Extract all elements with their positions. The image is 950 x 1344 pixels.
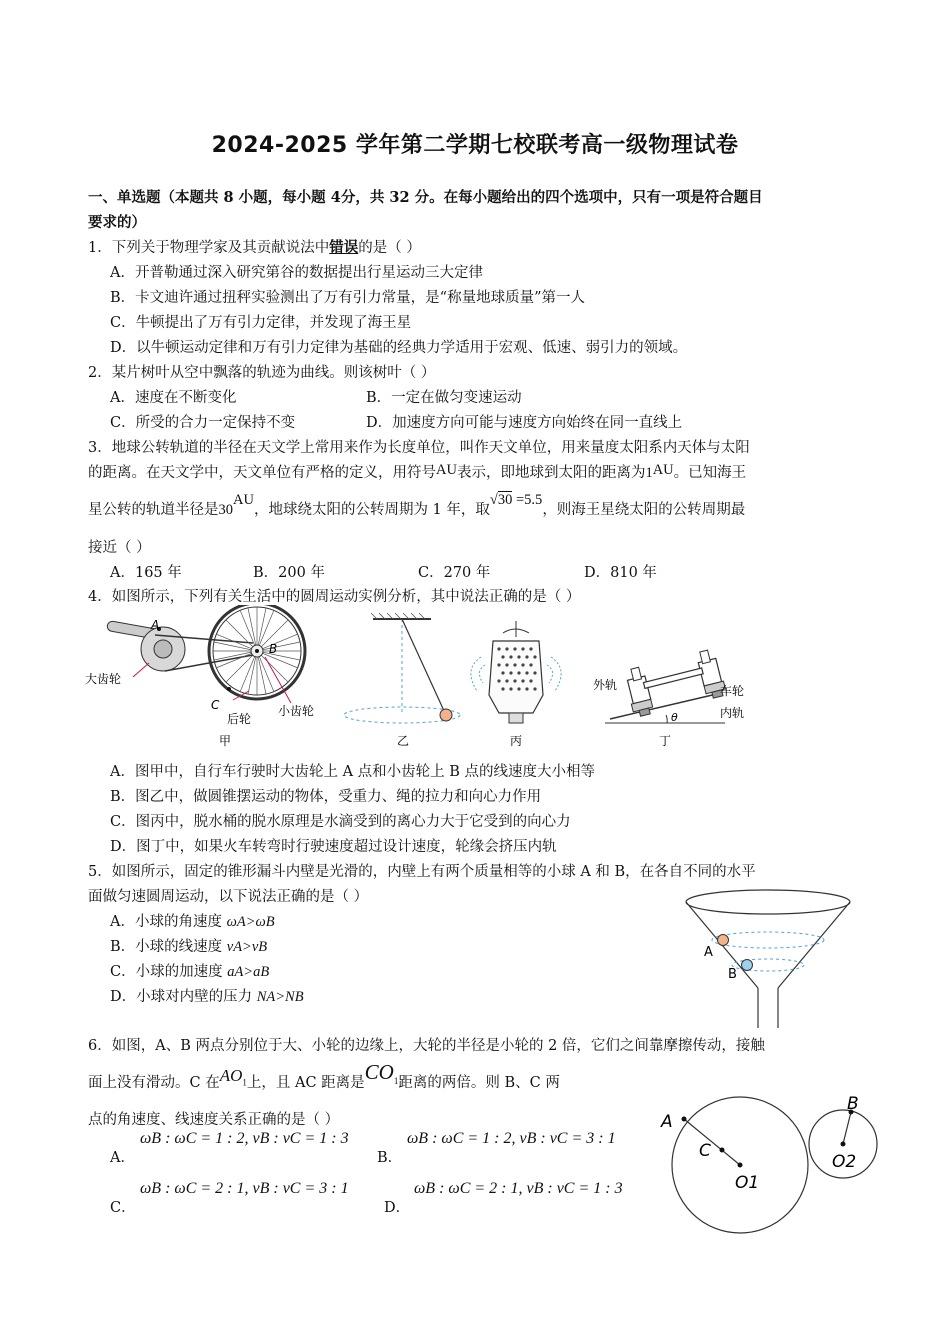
- q3-option-a: A．165 年: [110, 565, 182, 581]
- q3-option-d: D．810 年: [584, 565, 657, 581]
- q2-option-a: A．速度在不断变化: [110, 390, 237, 406]
- rail-slope: [610, 693, 721, 719]
- conical-pendulum-diagram: [344, 613, 460, 748]
- q3-one: 1: [645, 465, 653, 481]
- q5-option-d-text: D．小球对内壁的压力: [110, 989, 257, 1005]
- label-b: B: [847, 1094, 859, 1114]
- section-heading-line1: 一、单选题（本题共 8 小题，每小题 4分，共 32 分。在每小题给出的四个选项中，只有一项是符合题目: [88, 189, 763, 206]
- q1-option-c: C．牛顿提出了万有引力定律，并发现了海王星: [110, 315, 412, 331]
- q3-line2c: 。已知海王: [673, 465, 747, 481]
- q3-line2: [88, 461, 746, 482]
- q5-option-b-expr: vA>vB: [226, 939, 268, 955]
- label-bing: 丙: [510, 734, 523, 748]
- center-o2: [841, 1142, 846, 1147]
- label-yi: 乙: [397, 734, 410, 748]
- q3-line4: 接近（ ）: [88, 540, 151, 556]
- point-a: [682, 1117, 687, 1122]
- q3-line2b: 表示，即地球到太阳的距离为: [456, 465, 646, 481]
- label-big-gear: 大齿轮: [85, 672, 122, 686]
- q5-line2: 面做匀速圆周运动，以下说法正确的是（ ）: [88, 889, 369, 905]
- q5-option-c-expr: aA>aB: [227, 964, 270, 980]
- q5-funnel-figure: [680, 888, 860, 1033]
- spin-dryer-diagram: [471, 621, 561, 748]
- label-wheel: 车轮: [720, 684, 745, 698]
- section-heading-line2: 要求的）: [88, 214, 146, 231]
- q5-option-a-text: A．小球的角速度: [110, 914, 227, 930]
- label-c: C: [699, 1141, 711, 1161]
- q3-sqrt: √30 =5.5: [489, 492, 543, 508]
- q6-ao1-sub: 1: [242, 1077, 247, 1088]
- q5-option-d-expr: NA>NB: [256, 989, 304, 1005]
- q5-option-b-text: B．小球的线速度: [110, 939, 227, 955]
- q3-au-unit: AU: [652, 462, 674, 478]
- q6-option-a-expr: ωB : ωC = 1 : 2, vB : vC = 1 : 3: [140, 1130, 349, 1147]
- q2-option-d: D．加速度方向可能与速度方向始终在同一直线上: [366, 415, 683, 431]
- label-ball-a: A: [704, 945, 713, 960]
- q4-option-c: C．图丙中，脱水桶的脱水原理是水滴受到的离心力大于它受到的向心力: [110, 814, 571, 830]
- q1-stem-b: 的是（ ）: [358, 240, 421, 256]
- label-inner-rail: 内轨: [720, 706, 745, 720]
- q4-option-d: D．图丁中，如果火车转弯时行驶速度超过设计速度，轮缘会挤压内轨: [110, 839, 557, 855]
- q6-co1-sub: 1: [393, 1076, 399, 1087]
- q3-line1: 3．地球公转轨道的半径在天文学上常用来作为长度单位，叫作天文单位，用来量度太阳系内天体与太阳: [88, 440, 750, 456]
- point-c: [720, 1148, 725, 1153]
- dryer-drum: [489, 641, 543, 713]
- q6-line2: [88, 1060, 560, 1094]
- q3-line2a: 的距离。在天文学中，天文单位有严格的定义，用符号: [88, 465, 436, 481]
- q3-option-b: B．200 年: [253, 565, 325, 581]
- q3-thirty: 30: [218, 502, 233, 518]
- label-theta: θ: [671, 711, 678, 724]
- radius-ao1: [684, 1119, 740, 1165]
- q5-option-c-text: C．小球的加速度: [110, 964, 228, 980]
- q1-stem: [88, 236, 421, 257]
- q6-line3: 点的角速度、线速度关系正确的是（ ）: [88, 1112, 340, 1128]
- q1-option-a: A．开普勒通过深入研究第谷的数据提出行星运动三大定律: [110, 265, 483, 281]
- q3-au-symbol: AU: [436, 462, 457, 478]
- q4-stem: 4．如图所示，下列有关生活中的圆周运动实例分析，其中说法正确的是（ ）: [88, 589, 581, 605]
- funnel-rim: [686, 890, 850, 914]
- q1-option-d: D．以牛顿运动定律和万有引力定律为基础的经典力学适用于宏观、低速、弱引力的领域。: [110, 340, 688, 356]
- q2-option-c: C．所受的合力一定保持不变: [110, 415, 296, 431]
- pendulum-string: [402, 619, 445, 713]
- q3-line3: [88, 492, 746, 519]
- q3-line3a: 星公转的轨道半径是: [88, 502, 219, 518]
- q2-stem: 2．某片树叶从空中飘落的轨迹为曲线。则该树叶（ ）: [88, 365, 436, 381]
- q6-line2a: 面上没有滑动。C 在: [88, 1075, 220, 1091]
- q5-option-b: [110, 935, 267, 956]
- label-o1: O1: [735, 1173, 760, 1193]
- q3-au-unit-2: AU: [233, 492, 254, 508]
- q6-option-b-expr: ωB : ωC = 1 : 2, vB : vC = 3 : 1: [407, 1130, 616, 1147]
- q6-line2b: 上，且 AC 距离是: [246, 1075, 365, 1091]
- q1-option-b: B．卡文迪许通过扭秤实验测出了万有引力常量，是“称量地球质量”第一人: [110, 290, 585, 306]
- center-o1: [738, 1163, 743, 1168]
- q6-co1-text: CO: [364, 1060, 394, 1084]
- banked-rail-diagram: [593, 648, 744, 748]
- q5-option-a: [110, 910, 275, 931]
- q1-stem-emphasis: 错误: [329, 239, 359, 256]
- label-o2: O2: [832, 1152, 857, 1172]
- q6-co1: [364, 1060, 399, 1087]
- q6-option-d-label: D．: [384, 1200, 411, 1216]
- q4-option-b: B．图乙中，做圆锥摆运动的物体，受重力、绳的拉力和向心力作用: [110, 789, 542, 805]
- q3-line3b: ，地球绕太阳的公转周期为 1 年，取: [253, 502, 490, 518]
- q3-line3c: ，则海王星绕太阳的公转周期最: [542, 502, 746, 518]
- label-rear-wheel: 后轮: [227, 712, 252, 726]
- q3-sqrt-val: =5.5: [516, 492, 543, 508]
- label-ball-b: B: [728, 967, 737, 982]
- q6-option-c-expr: ωB : ωC = 2 : 1, vB : vC = 3 : 1: [140, 1180, 349, 1197]
- q6-option-c-label: C．: [110, 1200, 136, 1216]
- q5-option-d: [110, 985, 304, 1006]
- label-jia: 甲: [219, 734, 232, 748]
- ball-b: [742, 960, 753, 971]
- q4-option-a: A．图甲中，自行车行驶时大齿轮上 A 点和小齿轮上 B 点的线速度大小相等: [110, 764, 596, 780]
- q6-line2c: 距离的两倍。则 B、C 两: [398, 1075, 560, 1091]
- q6-line1: 6．如图，A、B 两点分别位于大、小轮的边缘上，大轮的半径是小轮的 2 倍，它们之间靠摩擦传动，接触: [88, 1038, 765, 1054]
- q6-ao1-text: AO: [219, 1066, 243, 1085]
- point-c-dot: [227, 687, 231, 691]
- label-a: A: [661, 1112, 673, 1132]
- label-point-c: C: [211, 698, 220, 712]
- page-title: 2024-2025 学年第二学期七校联考高一级物理试卷: [211, 133, 739, 158]
- q5-line1: 5．如图所示，固定的锥形漏斗内壁是光滑的，内壁上有两个质量相等的小球 A 和 B，在各自不同的水平: [88, 864, 756, 880]
- label-point-b: B: [269, 642, 278, 656]
- q6-ao1: [219, 1066, 247, 1088]
- label-small-gear: 小齿轮: [278, 704, 315, 718]
- label-outer-rail: 外轨: [593, 678, 618, 692]
- bicycle-diagram: [85, 605, 314, 748]
- q3-option-c: C．270 年: [418, 565, 491, 581]
- q6-option-a-label: A．: [110, 1150, 135, 1166]
- ball-a: [718, 935, 729, 946]
- q6-wheels-figure: [655, 1090, 895, 1240]
- label-point-a: A: [151, 618, 160, 632]
- q1-stem-a: 1．下列关于物理学家及其贡献说法中: [88, 240, 330, 256]
- q2-option-b: B．一定在做匀变速运动: [366, 390, 522, 406]
- train-wheelset: [623, 648, 727, 718]
- label-ding: 丁: [659, 734, 672, 748]
- q5-option-c: [110, 960, 269, 981]
- q6-option-d-expr: ωB : ωC = 2 : 1, vB : vC = 1 : 3: [414, 1180, 623, 1197]
- radius-bo2: [843, 1112, 851, 1144]
- q5-option-a-expr: ωA>ωB: [226, 914, 275, 930]
- q3-sqrt-arg: 30: [497, 492, 513, 508]
- q4-figure: [85, 605, 765, 750]
- pendulum-bob: [440, 709, 452, 721]
- q6-option-b-label: B．: [377, 1150, 403, 1166]
